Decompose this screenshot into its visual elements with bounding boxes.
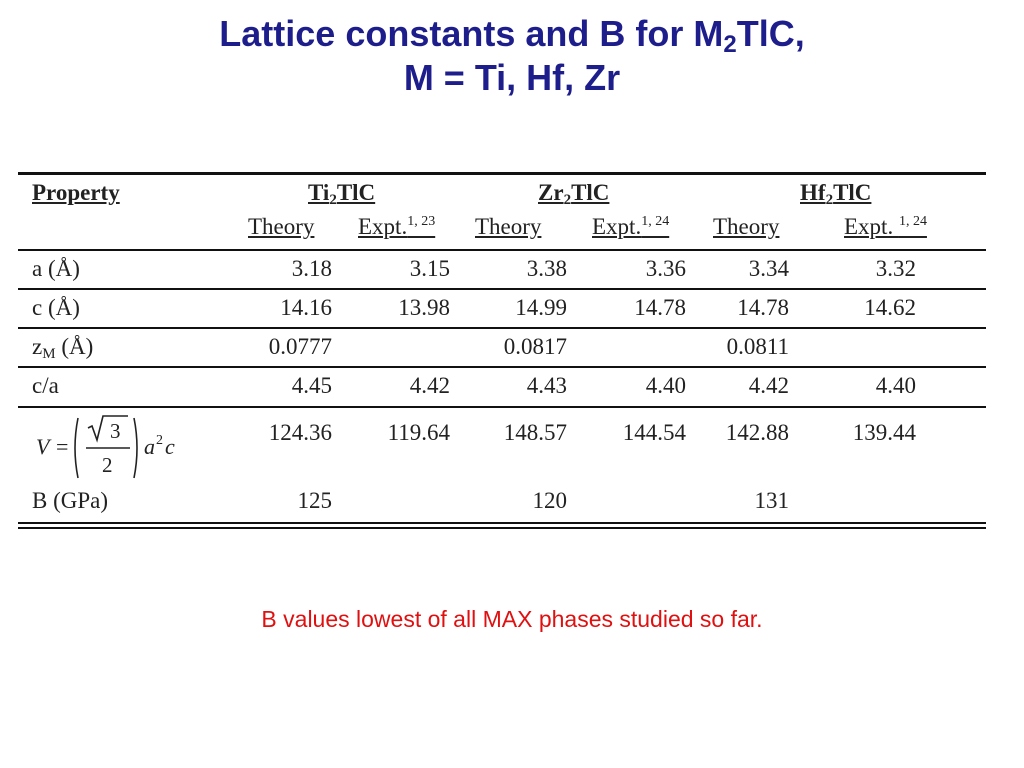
table-cell: 3.34 xyxy=(748,256,789,281)
table-cell: 4.43 xyxy=(526,373,567,398)
table-cell: 148.57 xyxy=(503,420,567,445)
table-bottom-rule-2 xyxy=(18,527,986,529)
title-line-1: Lattice constants and B for $M_2TlC$, xyxy=(219,13,805,58)
table-cell: 14.78 xyxy=(634,295,686,320)
table-cell: 4.42 xyxy=(409,373,450,398)
table-cell: 13.98 xyxy=(398,295,450,320)
table-cell: 131 xyxy=(754,488,789,513)
row-label-c-over-a: c/a xyxy=(32,373,59,398)
svg-text:c: c xyxy=(165,434,175,459)
table-cell: 4.45 xyxy=(291,373,332,398)
table-cell: 14.78 xyxy=(737,295,789,320)
table-cell: 3.18 xyxy=(291,256,332,281)
svg-text:V: V xyxy=(36,434,50,459)
subheader-expt: Expt. $^{1, 24}$ xyxy=(844,214,927,239)
row-rule xyxy=(18,366,986,368)
table-cell: 14.16 xyxy=(280,295,332,320)
table-cell: 142.88 xyxy=(725,420,789,445)
table-cell: 120 xyxy=(532,488,567,513)
table-cell: 124.36 xyxy=(268,420,332,445)
row-rule xyxy=(18,327,986,329)
table-cell: 0.0811 xyxy=(726,334,789,359)
svg-text:2: 2 xyxy=(156,433,163,448)
row-label-zm: $z_M$ (Å) xyxy=(32,334,94,362)
compound-header-ti: $Ti_2TlC$ xyxy=(308,180,376,208)
row-label-a: a (Å) xyxy=(32,256,80,281)
compound-header-zr: $Zr_2TlC$ xyxy=(538,180,610,208)
volume-formula xyxy=(34,412,194,484)
table-cell: 14.62 xyxy=(864,295,916,320)
table-cell: 4.40 xyxy=(645,373,686,398)
subheader-expt: Expt.$^{1, 23}$ xyxy=(358,214,436,239)
compound-header-hf: $Hf_2TlC$ xyxy=(800,180,872,208)
footnote: B values lowest of all MAX phases studied so far. xyxy=(261,606,763,632)
slide-title xyxy=(0,12,1024,100)
table-cell: 0.0777 xyxy=(268,334,332,359)
svg-text:3: 3 xyxy=(110,419,121,443)
subheader-expt: Expt.$^{1, 24}$ xyxy=(592,214,670,239)
table-cell: 4.42 xyxy=(748,373,789,398)
table-cell: 3.36 xyxy=(645,256,686,281)
row-rule xyxy=(18,288,986,290)
header-rule xyxy=(18,249,986,251)
table-top-rule xyxy=(18,172,986,175)
table-cell: 4.40 xyxy=(875,373,916,398)
table-cell: 144.54 xyxy=(622,420,686,445)
table-cell: 0.0817 xyxy=(503,334,567,359)
property-header: Property xyxy=(32,180,120,205)
svg-text:a: a xyxy=(144,434,155,459)
table-cell: 3.15 xyxy=(409,256,450,281)
row-label-c: c (Å) xyxy=(32,295,80,320)
svg-text:2: 2 xyxy=(102,453,113,477)
table-cell: 3.38 xyxy=(526,256,567,281)
svg-text:=: = xyxy=(56,434,69,459)
title-line-2: M = Ti, Hf, Zr xyxy=(403,57,621,98)
table-cell: 119.64 xyxy=(387,420,450,445)
subheader-theory: Theory xyxy=(248,214,315,239)
table-cell: 14.99 xyxy=(515,295,567,320)
table-cell: 139.44 xyxy=(852,420,916,445)
subheader-theory: Theory xyxy=(475,214,542,239)
table-bottom-rule xyxy=(18,522,986,524)
table-cell: 125 xyxy=(297,488,332,513)
row-label-b: B (GPa) xyxy=(32,488,109,513)
table-cell: 3.32 xyxy=(875,256,916,281)
row-rule xyxy=(18,406,986,408)
subheader-theory: Theory xyxy=(713,214,780,239)
